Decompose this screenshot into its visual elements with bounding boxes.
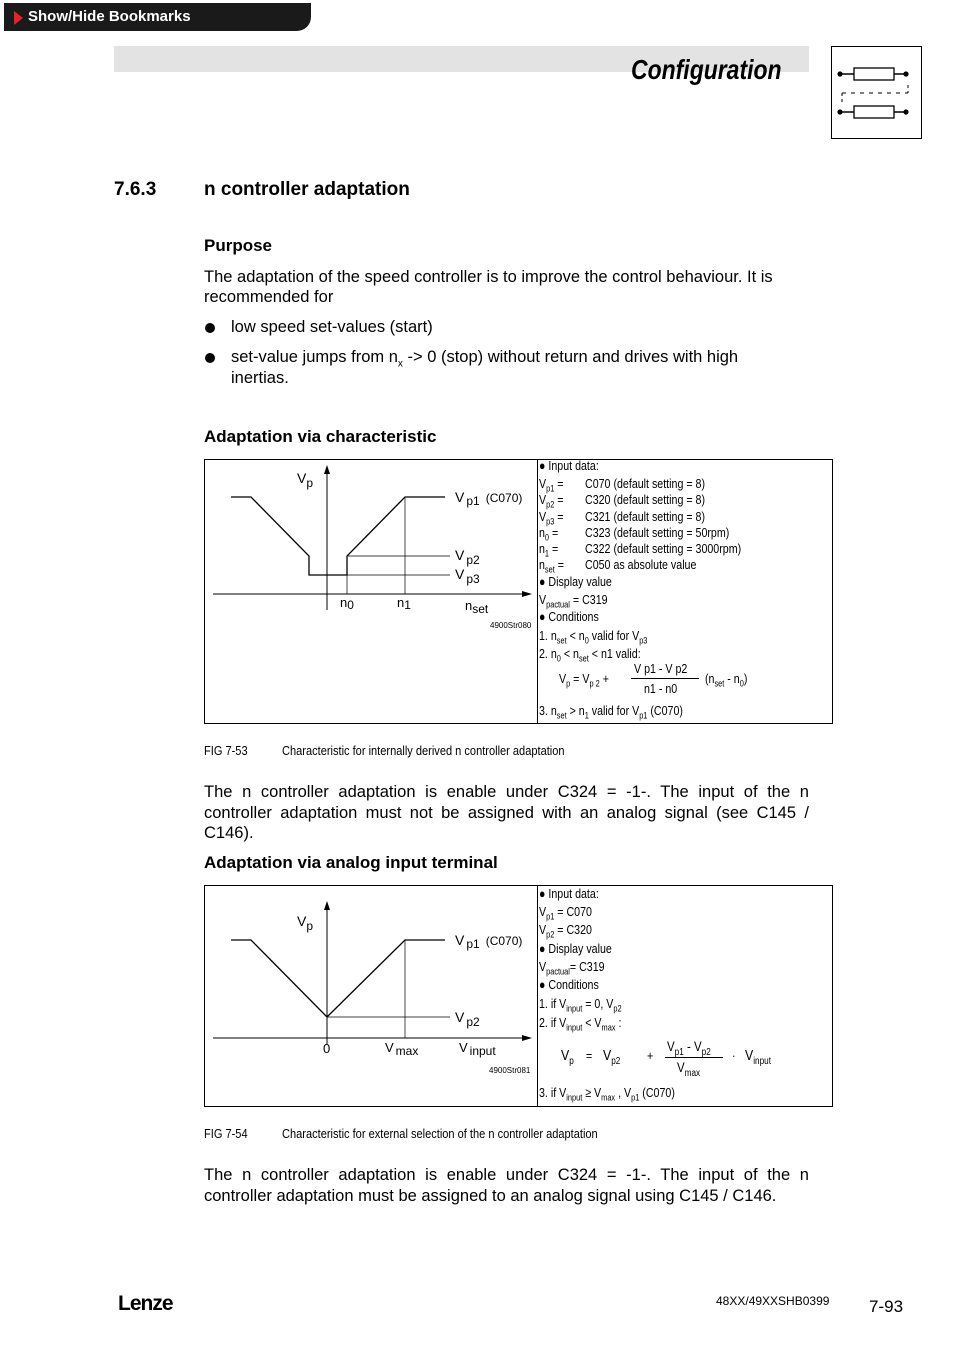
between-line2: controller adaptation must not be assigned with an analog signal (see C145 / [204, 804, 809, 822]
svg-text:Vp3: V p3 [455, 566, 480, 586]
bullet-1: low speed set-values (start) [231, 318, 433, 336]
document-code: 48XX/49XXSHB0399 [716, 1294, 830, 1308]
fig53-formula-den: n1 - n0 [644, 681, 678, 696]
fig54-caption-number: FIG 7-54 [204, 1126, 248, 1141]
fig54-formula-den: $V_{max}$ [677, 1059, 701, 1079]
svg-text:Vp2: V p2 [455, 1009, 480, 1029]
svg-text:n1: n1 [397, 595, 411, 612]
svg-text:Vp: Vp [297, 913, 314, 933]
fig54-divider [537, 886, 538, 1106]
svg-text:nset: nset [465, 598, 489, 616]
fig53-conditions: ● Conditions [539, 609, 599, 624]
bullet-2-line2: inertias. [231, 369, 289, 387]
purpose-heading: Purpose [204, 236, 273, 255]
svg-text:Vp1(C070): V p1 (C070) [455, 489, 523, 508]
lenze-logo: Lenze [118, 1292, 173, 1315]
fig54-fraction-bar [665, 1057, 723, 1058]
fig53-description: ● Input data: $V_{p1}$ = C070 (default setting = 8) $V_{p2}$ = C320 (default setting = 8) $V_{p3}$ = C321 (default setting = 8) $n_0$ = C323 (default setting = 50rpm) $n_1$ = C322 (default setting = 3000rpm) $n_{set}$ = C050 as absolute value ● Display value $V_{pactual} = C319$ ● Conditions 1. $n_{set} < n_0$ valid for $V_{p3}$ 2. $n_0 < n_{set} < n1$ valid: $V_p = V_{p 2}$ + V p1 - V p2 n1 - n0 $(n_{set} - n_0)$ 3. $n_{set} > n_1$ valid for $V_{p1}$ (C070) [539, 458, 748, 721]
svg-text:4900Str081: 4900Str081 [489, 1066, 531, 1075]
fig54-formula-lhs: $V_p$ [561, 1047, 574, 1067]
svg-text:Vp2: V p2 [455, 547, 480, 567]
svg-text:Vp1(C070): V p1 (C070) [455, 932, 523, 951]
fig53-fraction-bar [631, 678, 699, 679]
configuration-icon [831, 46, 922, 139]
fig54-caption-text: Characteristic for external selection of the n controller adaptation [282, 1126, 598, 1141]
fig54-conditions: ● Conditions [539, 977, 599, 992]
fig54-formula-num: $V_{p1} - V_{p2}$ [667, 1038, 711, 1058]
fig53-divider [537, 460, 538, 723]
svg-text:0: 0 [323, 1041, 331, 1056]
purpose-intro-line2: recommended for [204, 288, 334, 306]
fig54-display-value: ● Display value [539, 941, 612, 956]
section-title: n controller adaptation [204, 179, 410, 200]
svg-text:4900Str080: 4900Str080 [490, 621, 532, 630]
fig53-box [204, 459, 833, 724]
between-line3: C146). [204, 824, 254, 842]
svg-text:n0: n0 [340, 595, 354, 612]
fig54-input-data: ● Input data: [539, 886, 599, 901]
fig53-formula-paren: $(n_{set} - n_0)$ [705, 671, 748, 689]
fig53-formula-num: V p1 - V p2 [634, 661, 688, 676]
bookmarks-label: Show/Hide Bookmarks [28, 8, 191, 25]
svg-text:Vinput: V input [459, 1040, 496, 1058]
bullet-icon [205, 323, 215, 333]
fig53-formula-lhs: $V_p = V_{p 2}$ + [559, 671, 609, 689]
fig53-caption-text: Characteristic for internally derived n controller adaptation [282, 743, 565, 758]
section-number: 7.6.3 [114, 179, 157, 200]
page-number: 7-93 [869, 1297, 904, 1316]
closing-line2: controller adaptation must be assigned to an analog signal using C145 / C146. [204, 1187, 777, 1205]
header-title: Configuration [631, 54, 782, 85]
bullet-icon [205, 353, 215, 363]
fig53-input-data: ● Input data: [539, 458, 599, 473]
between-line1: The n controller adaptation is enable under C324 = -1-. The input of the n [204, 783, 809, 801]
fig53-display-value: ● Display value [539, 574, 612, 589]
fig54-box [204, 885, 833, 1107]
show-hide-bookmarks-button[interactable] [4, 3, 311, 31]
bullet-2-line1: set-value jumps from $n_x -> 0$ (stop) without return and drives with high [231, 348, 739, 370]
bookmark-arrow-icon [14, 11, 23, 25]
fig53-graph [205, 460, 537, 723]
fig54-heading: Adaptation via analog input terminal [204, 853, 498, 872]
fig54-graph [205, 886, 537, 1106]
fig53-caption-number: FIG 7-53 [204, 743, 248, 758]
svg-text:Vp: Vp [297, 470, 314, 490]
purpose-intro-line1: The adaptation of the speed controller is to improve the control behaviour. It is [204, 268, 773, 286]
fig53-heading: Adaptation via characteristic [204, 427, 437, 446]
closing-line1: The n controller adaptation is enable under C324 = -1-. The input of the n [204, 1166, 809, 1184]
fig54-description: ● Input data: $V_{p1} = C070$ $V_{p2} = C320$ ● Display value $V_{pactual}= C319$ ● Conditions 1. if $V_{input} = 0$, $V_{p2}$ 2. if $V_{input} < V_{max}$ : $V_p$ = $V_{p2}$ + $V_{p1} - V_{p2}$ $V_{max}$ · $V_{input}$ 3. if $V_{input} \ge V_{max}$ , $V_{p1}$ (C070) [539, 886, 771, 1103]
svg-text:Vmax: V max [385, 1040, 419, 1058]
